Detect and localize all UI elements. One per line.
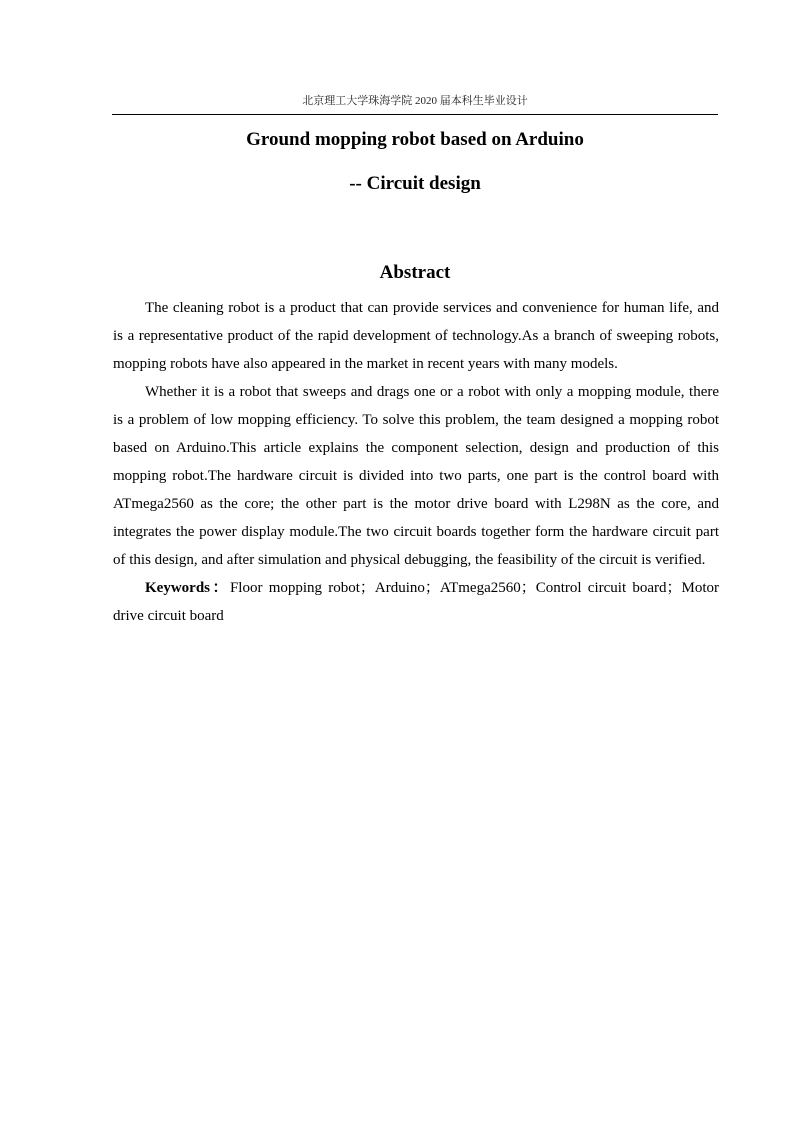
keywords-label: Keywords： [145, 580, 230, 596]
keywords-line [113, 574, 719, 630]
abstract-body [113, 294, 719, 630]
header-divider [112, 114, 718, 115]
paper-title: Ground mopping robot based on Arduino [246, 129, 584, 150]
running-header: 北京理工大学珠海学院 2020 届本科生毕业设计 [302, 95, 528, 107]
abstract-paragraph-2: Whether it is a robot that sweeps and drags one or a robot with only a mopping module, there is a problem of low mopping efficiency. To solve this problem, the team designed a mopping robot based on Arduino.This article explains the component selection, design and production of this mopping robot.The hardware circuit is divided into two parts, one part is the control board with ATmega2560 as the core; the other part is the motor drive board with L298N as the core, and integrates the power display module.The two circuit boards together form the hardware circuit part of this design, and after simulation and physical debugging, the feasibility of the circuit is verified. [113, 384, 719, 568]
abstract-paragraph-1: The cleaning robot is a product that can provide services and convenience for human life, and is a representative product of the rapid development of technology.As a branch of sweeping robots, mopping robots have also appeared in the market in recent years with many models. [113, 300, 719, 372]
keywords-text: Floor mopping robot；Arduino；ATmega2560；Control circuit board；Motor drive circuit board [113, 580, 719, 624]
paper-subtitle: -- Circuit design [349, 173, 481, 194]
abstract-heading: Abstract [379, 262, 451, 283]
